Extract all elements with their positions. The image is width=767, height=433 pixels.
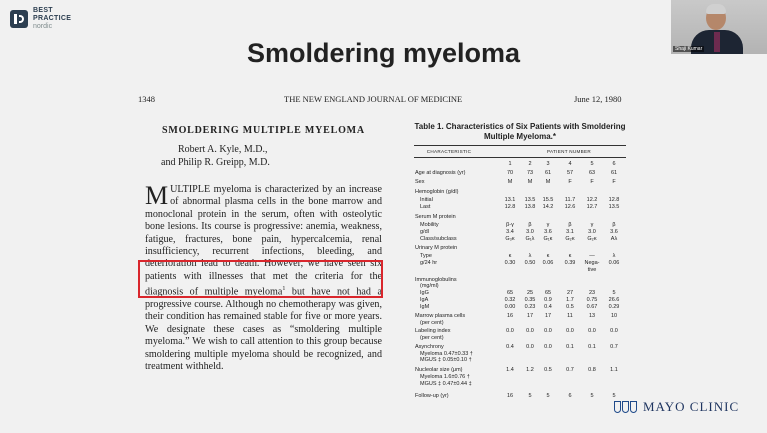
mayo-shield-icon — [614, 401, 637, 413]
cell-value: β — [612, 222, 616, 228]
article-authors — [161, 143, 270, 169]
cell-value: — — [589, 253, 595, 259]
cell-value: 12.2 — [586, 197, 598, 203]
row-label: IgG — [420, 290, 429, 296]
cell-value: 3.6 — [544, 229, 552, 235]
article-body-part1: ULTIPLE myeloma is characterized by an increase of abnormal plasma cells in the bone marrow and monoclonal protein in the serum, often with osteolytic bone lesions. Its course is progressive: anemia, weakness, fatigue, fractures, bone pain, hypercalcemia, renal insufficiency, recurrent infections, bleeding, and deterioration lead to death. However, we have seen six patients with illnesses that met the criteria for the diagnosis of multiple myeloma — [145, 184, 382, 298]
cell-value: 11 — [567, 313, 573, 319]
cell-value: 5 — [612, 393, 616, 399]
cell-value: 0.06 — [608, 260, 620, 266]
row-label: g/24 hr — [420, 260, 438, 266]
best-practice-logo-icon — [10, 10, 28, 28]
cell-value: G₁λ — [525, 236, 535, 242]
col-patient-number: PATIENT NUMBER — [546, 149, 591, 154]
cell-value: 0.0 — [566, 328, 574, 334]
cell-value: 0.1 — [588, 344, 596, 350]
cell-value: 0.7 — [610, 344, 618, 350]
row-label: Initial — [420, 197, 433, 203]
cell-value: 16 — [506, 313, 514, 319]
cell-value: 13.1 — [504, 197, 516, 203]
cell-value: 0.5 — [544, 367, 552, 373]
row-label: Labeling index — [415, 328, 451, 334]
cell-value: 1.2 — [526, 367, 534, 373]
journal-date: June 12, 1980 — [574, 94, 622, 104]
cell-value: 16 — [506, 393, 514, 399]
mayo-clinic-logo — [614, 399, 739, 415]
cell-value: 0.0 — [588, 328, 596, 334]
cell-value: 0.8 — [588, 367, 596, 373]
cell-value: 23 — [588, 290, 596, 296]
cell-value: 1.4 — [506, 367, 514, 373]
row-label: (mg/ml) — [420, 283, 439, 289]
cell-value: 0.0 — [610, 328, 618, 334]
cell-value: 65 — [506, 290, 514, 296]
row-label: Sex — [415, 179, 425, 185]
col-characteristic: CHARACTERISTIC — [426, 149, 472, 154]
drop-cap: M — [145, 181, 169, 210]
cell-value: 57 — [566, 170, 574, 176]
row-label: Follow-up (yr) — [415, 393, 449, 399]
cell-value: 3.1 — [566, 229, 574, 235]
cell-value: 25 — [526, 290, 534, 296]
cell-value: 0.4 — [544, 304, 552, 310]
cell-value: 0.9 — [544, 297, 552, 303]
row-label: Hemoglobin (g/dl) — [415, 189, 459, 195]
webcam-name-label: Shaji Kumar — [675, 46, 703, 52]
author-2: and Philip R. Greipp, M.D. — [161, 157, 270, 168]
table-header — [414, 145, 626, 158]
cell-value: 12.7 — [586, 204, 598, 210]
cell-value: 0.35 — [524, 297, 536, 303]
row-label: Urinary M protein — [415, 245, 458, 251]
cell-value: G₂κ — [587, 236, 597, 242]
cell-value: 12.8 — [504, 204, 516, 210]
cell-value: 10 — [610, 313, 618, 319]
table-caption: Table 1. Characteristics of Six Patients with Smoldering Multiple Myeloma.* — [414, 122, 626, 141]
row-label: Marrow plasma cells — [415, 313, 466, 319]
row-label: Class/subclass — [420, 236, 457, 242]
cell-value: 0.5 — [566, 304, 574, 310]
cell-value: γ — [546, 222, 550, 228]
row-label: Immunoglobulins — [415, 277, 457, 283]
row-label: (per cent) — [420, 320, 444, 326]
cell-value: 3.4 — [506, 229, 514, 235]
best-practice-logo-text: BEST PRACTICE nordic — [33, 7, 72, 30]
cell-value: 0.4 — [506, 344, 514, 350]
journal-page-number: 1348 — [138, 94, 155, 104]
slide-title: Smoldering myeloma — [246, 38, 521, 68]
row-label: Myeloma 1.6±0.76 † — [420, 374, 470, 380]
cell-value: κ — [546, 253, 550, 259]
journal-title: THE NEW ENGLAND JOURNAL OF MEDICINE — [284, 94, 463, 104]
cell-value: γ — [590, 222, 594, 228]
row-label: Asynchrony — [415, 344, 444, 350]
row-label: Last — [420, 204, 431, 210]
cell-value: 3.0 — [526, 229, 534, 235]
cell-value: 3.0 — [588, 229, 596, 235]
row-label: Serum M protein — [415, 214, 456, 220]
cell-value: G₁κ — [543, 236, 553, 242]
author-1: Robert A. Kyle, M.D., — [178, 144, 268, 155]
cell-value: 5 — [528, 393, 532, 399]
row-label: MGUS ‡ 0.47±0.44 ‡ — [420, 381, 472, 387]
row-label: MGUS ‡ 0.05±0.10 † — [420, 357, 472, 363]
cell-value: 73 — [526, 170, 534, 176]
cell-value: 12.8 — [608, 197, 620, 203]
cell-value: 0.0 — [544, 328, 552, 334]
cell-value: 0.23 — [524, 304, 536, 310]
cell-value: 0.0 — [526, 328, 534, 334]
cell-value: κ — [568, 253, 572, 259]
row-label: Age at diagnosis (yr) — [415, 170, 466, 176]
cell-value: β — [528, 222, 532, 228]
cell-value: 14.2 — [542, 204, 554, 210]
cell-value: 70 — [506, 170, 514, 176]
cell-value: 61 — [544, 170, 552, 176]
cell-value: 0.0 — [544, 344, 552, 350]
row-label: IgM — [420, 304, 430, 310]
cell-value: β-γ — [506, 222, 514, 228]
cell-value: 0.75 — [586, 297, 598, 303]
cell-value: 13.5 — [524, 197, 536, 203]
cell-value: 12.6 — [564, 204, 576, 210]
cell-value: 3.6 — [610, 229, 618, 235]
row-label: IgA — [420, 297, 429, 303]
cell-value: 1.7 — [566, 297, 574, 303]
cell-value: λ — [528, 253, 532, 259]
cell-value: 13.5 — [608, 204, 620, 210]
cell-value: 13 — [588, 313, 596, 319]
cell-value: 5 — [590, 393, 594, 399]
cell-value: F — [590, 179, 594, 185]
cell-value: β — [568, 222, 572, 228]
cell-value: 26.6 — [608, 297, 620, 303]
cell-value: 0.29 — [608, 304, 620, 310]
cell-value: 0.00 — [504, 304, 516, 310]
article-title: SMOLDERING MULTIPLE MYELOMA — [162, 125, 365, 136]
cell-value: F — [568, 179, 572, 185]
cell-value: G₃κ — [505, 236, 515, 242]
cell-value: 0.32 — [504, 297, 516, 303]
cell-value: 0.06 — [542, 260, 554, 266]
cell-value: λ — [612, 253, 616, 259]
cell-value: 0.50 — [524, 260, 536, 266]
cell-value: 15.5 — [542, 197, 554, 203]
mayo-clinic-text: MAYO CLINIC — [643, 399, 740, 414]
cell-value: 13.8 — [524, 204, 536, 210]
cell-value: M — [527, 179, 533, 185]
cell-value: 0.30 — [504, 260, 516, 266]
row-label: Type — [420, 253, 432, 259]
cell-value: 0.0 — [506, 328, 514, 334]
highlight-annotation-box — [138, 260, 383, 298]
cell-value: 1.1 — [610, 367, 618, 373]
cell-value: 5 — [612, 290, 616, 296]
row-label: Nucleolar size (μm) — [415, 367, 463, 373]
cell-value: M — [545, 179, 551, 185]
cell-value: 27 — [566, 290, 574, 296]
cell-value: 6 — [568, 393, 572, 399]
cell-value: G₂κ — [565, 236, 575, 242]
row-label: Myeloma 0.47±0.33 † — [420, 351, 473, 357]
row-label: g/dl — [420, 229, 429, 235]
article-body-part2: but have not had a progressive course. Although no chemotherapy was given, their condition has remained stable for five or more years. We designate these cases as “smoldering multiple myeloma.” We wish to call attention to this group because smoldering multiple myeloma should be recognized, and treatment withheld. — [145, 286, 382, 373]
cell-value: 0.67 — [586, 304, 598, 310]
cell-value: tive — [587, 267, 597, 273]
cell-value: 61 — [610, 170, 618, 176]
webcam-video-thumbnail[interactable] — [671, 0, 767, 54]
row-label: (per cent) — [420, 335, 444, 341]
cell-value: Aλ — [610, 236, 618, 242]
cell-value: 17 — [526, 313, 534, 319]
cell-value: 63 — [588, 170, 596, 176]
cell-value: M — [507, 179, 513, 185]
cell-value: 65 — [544, 290, 552, 296]
cell-value: 5 — [546, 393, 550, 399]
cell-value: κ — [508, 253, 512, 259]
cell-value: 17 — [544, 313, 552, 319]
cell-value: 11.7 — [564, 197, 576, 203]
cell-value: 0.1 — [566, 344, 574, 350]
cell-value: 0.7 — [566, 367, 574, 373]
footnote-marker: 1 — [282, 286, 286, 293]
best-practice-logo — [10, 7, 71, 31]
cell-value: F — [612, 179, 616, 185]
cell-value: 0.0 — [526, 344, 534, 350]
cell-value: 0.39 — [564, 260, 576, 266]
row-label: Mobility — [420, 222, 439, 228]
cell-value: Nega- — [584, 260, 600, 266]
